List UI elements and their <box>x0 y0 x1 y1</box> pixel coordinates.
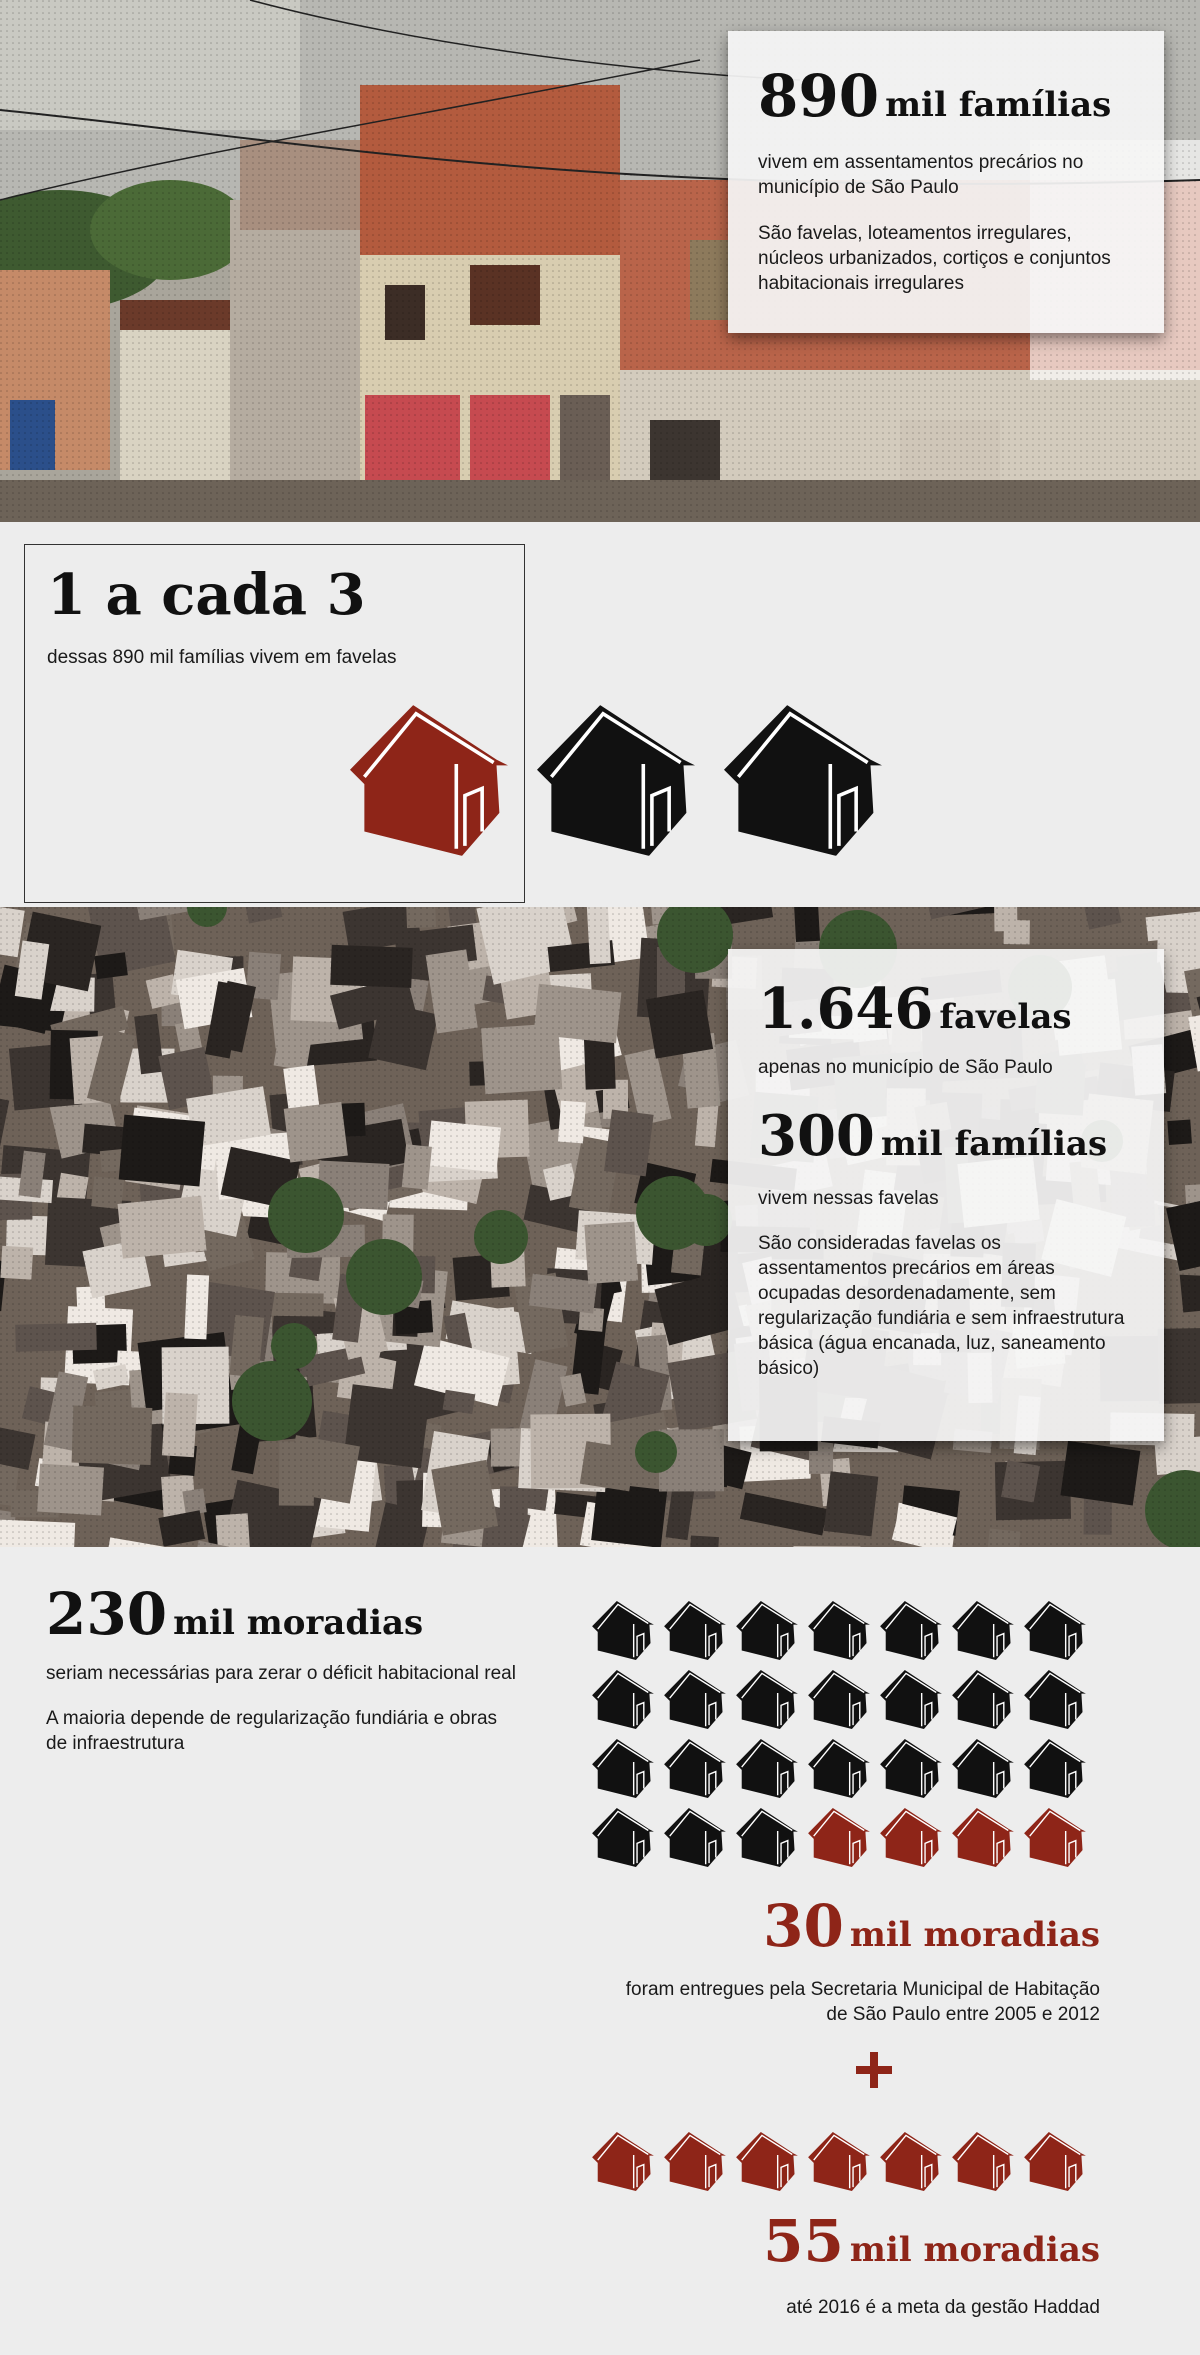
house-icon-delivered <box>880 1808 942 1867</box>
house-icon <box>724 705 882 856</box>
house-icon <box>1024 1739 1086 1798</box>
house-icon-highlighted <box>350 705 508 856</box>
house-icon <box>736 1739 798 1798</box>
house-icon <box>808 1739 870 1798</box>
families-stat <box>758 62 1134 130</box>
plus-icon <box>852 2048 896 2092</box>
house-icon <box>736 1808 798 1867</box>
house-icon <box>592 1670 654 1729</box>
ratio-subtitle: dessas 890 mil famílias vivem em favelas <box>47 647 397 668</box>
house-icon-goal <box>880 2132 942 2191</box>
delivered-number: 30 <box>763 1892 844 1960</box>
house-icon <box>808 1601 870 1660</box>
ratio-section <box>0 522 1200 907</box>
house-icon <box>592 1739 654 1798</box>
house-icon <box>952 1601 1014 1660</box>
house-icon <box>592 1808 654 1867</box>
house-icon-goal <box>592 2132 654 2191</box>
house-icon <box>592 1601 654 1660</box>
deficit-block <box>46 1580 516 1756</box>
families-unit: mil famílias <box>885 85 1112 125</box>
favelas-section <box>0 907 1200 1547</box>
house-icon <box>1024 1601 1086 1660</box>
house-icon-goal <box>808 2132 870 2191</box>
favela-families-description: vivem nessas favelas <box>758 1188 939 1209</box>
favelas-stat <box>758 976 1134 1042</box>
favelas-card <box>728 949 1164 1441</box>
delivered-unit: mil moradias <box>849 1915 1100 1955</box>
house-icon <box>664 1670 726 1729</box>
house-icon <box>880 1739 942 1798</box>
house-icon-delivered <box>808 1808 870 1867</box>
favelas-description: apenas no município de São Paulo <box>758 1057 1053 1078</box>
settlement-types: São favelas, loteamentos irregulares, núcleos urbanizados, cortiços e conjuntos habitacionais irregulares <box>758 223 1111 294</box>
delivered-stat <box>763 1892 1100 1960</box>
families-description: vivem em assentamentos precários no município de São Paulo <box>758 152 1084 198</box>
house-icon-goal <box>1024 2132 1086 2191</box>
house-icon <box>880 1670 942 1729</box>
favela-definition: São consideradas favelas os assentamentos precários em áreas ocupadas desordenadamente, sem regularização fundiária e sem infraestrutura básica (água encanada, luz, saneamento básico) <box>758 1233 1125 1379</box>
deficit-number: 230 <box>46 1580 168 1648</box>
goal-number: 55 <box>763 2207 844 2275</box>
house-icon <box>952 1670 1014 1729</box>
house-icon <box>537 705 695 856</box>
house-icon <box>664 1739 726 1798</box>
favelas-number: 1.646 <box>758 976 934 1042</box>
house-icon <box>736 1601 798 1660</box>
house-icon <box>736 1670 798 1729</box>
house-icon <box>880 1601 942 1660</box>
house-icon-delivered <box>1024 1808 1086 1867</box>
house-icon <box>808 1670 870 1729</box>
deficit-stat <box>46 1580 516 1648</box>
house-icon <box>664 1808 726 1867</box>
delivered-description: foram entregues pela Secretaria Municipal de Habitação de São Paulo entre 2005 e 2012 <box>625 1979 1100 2025</box>
housing-section <box>0 1547 1200 2355</box>
goal-stat <box>763 2207 1100 2275</box>
deficit-unit: mil moradias <box>173 1603 424 1643</box>
house-icon-goal <box>952 2132 1014 2191</box>
hero-section <box>0 0 1200 522</box>
deficit-description: seriam necessárias para zerar o déficit habitacional real <box>46 1663 516 1684</box>
goal-unit: mil moradias <box>849 2230 1100 2270</box>
house-icon-goal <box>664 2132 726 2191</box>
goal-description: até 2016 é a meta da gestão Haddad <box>786 2297 1100 2318</box>
house-icon-delivered <box>952 1808 1014 1867</box>
families-number: 890 <box>758 62 880 130</box>
house-icon <box>952 1739 1014 1798</box>
house-icon <box>664 1601 726 1660</box>
favela-families-unit: mil famílias <box>880 1124 1108 1164</box>
ratio-title: 1 a cada 3 <box>47 562 366 628</box>
deficit-note: A maioria depende de regularização fundiária e obras de infraestrutura <box>46 1708 498 1754</box>
house-icon-goal <box>736 2132 798 2191</box>
favelas-unit: favelas <box>939 997 1072 1037</box>
favela-families-number: 300 <box>758 1103 875 1169</box>
families-card <box>728 31 1164 333</box>
favela-families-stat <box>758 1103 1134 1169</box>
house-icon <box>1024 1670 1086 1729</box>
